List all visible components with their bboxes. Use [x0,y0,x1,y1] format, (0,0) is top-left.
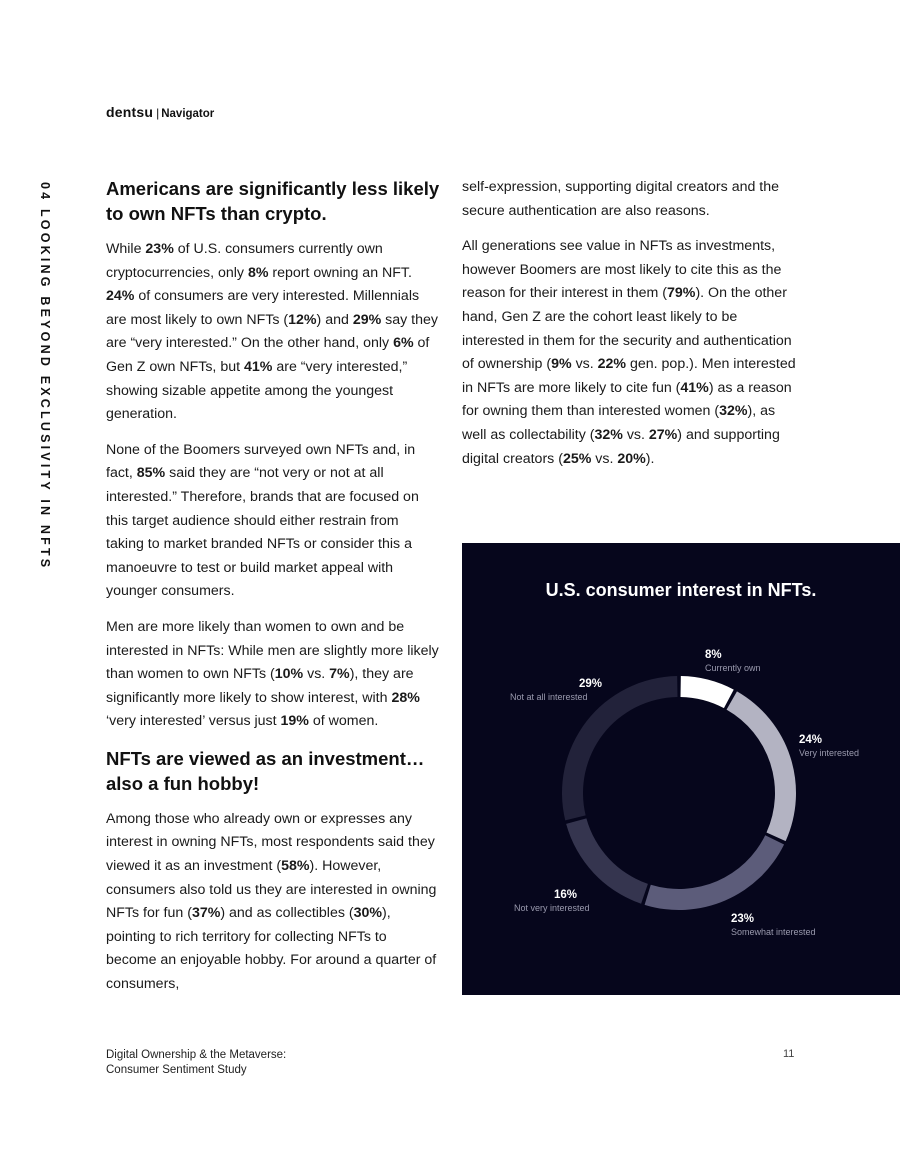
page-number: 11 [783,1048,795,1060]
donut-slice-currently-own [681,676,734,708]
paragraph-generations [462,235,802,471]
text-run: ), as well as collectability ( [462,403,776,443]
bold-figure: 28% [391,689,420,706]
text-run: Men are more likely than women to own and be interested in NFTs: While men are slightly more likely than women to own NFTs ( [106,618,439,683]
donut-slice-very-interested [727,691,796,841]
brand-header [106,104,214,120]
bold-figure: 41% [680,379,709,396]
text-run: self-expression, supporting digital creators and the secure authentication are also reasons. [462,179,780,219]
bold-figure: 12% [288,311,317,328]
text-run: None of the Boomers surveyed own NFTs and, in fact, [106,441,416,482]
donut-slice-somewhat-interested [645,835,784,910]
text-run: ) as a reason for owning them than interested women ( [462,379,792,420]
bold-figure: 10% [274,666,304,683]
bold-figure: 22% [597,356,627,373]
donut-slice-not-very-interested [566,818,648,903]
slice-category-label: Somewhat interested [731,927,816,937]
text-run: ). [645,450,655,467]
bold-figure: 27% [648,426,678,443]
slice-category-label: Very interested [799,748,860,758]
text-run: said they are “not very or not at all interested.” Therefore, brands that are focused on this target audience should either restrain from taking to market branded NFTs or consider this a manoeuvre to test or build market appeal with younger consumers. [106,465,419,600]
bold-figure: 24% [106,288,135,305]
bold-figure: 85% [136,465,166,482]
paragraph-boomers [106,439,440,604]
text-run: are “very interested,” showing sizable appetite among the youngest generation. [106,358,408,423]
heading-investment-hobby: NFTs are viewed as an investment… also a fun hobby! [106,747,425,794]
footer-line-2: Consumer Sentiment Study [106,1064,247,1076]
bold-figure: 37% [191,905,221,922]
text-run: ). On the other hand, Gen Z are the cohort least likely to be interested in them for the security and authentication of ownership ( [462,285,792,373]
text-run: of consumers are very interested. Millennials are most likely to own NFTs ( [106,288,420,328]
text-run: vs. [303,666,330,683]
slice-value-label: 16% [554,889,578,901]
slice-category-label: Currently own [705,663,761,673]
text-run: ‘very interested’ versus just [106,713,281,730]
bold-figure: 8% [247,264,269,281]
footer-title [106,1048,286,1078]
footer-line-1: Digital Ownership & the Metaverse: [106,1049,287,1061]
text-run: ), they are significantly more likely to show interest, with [106,666,414,706]
bold-figure: 32% [594,426,623,443]
bold-figure: 30% [353,905,383,922]
bold-figure: 41% [243,358,273,375]
bold-figure: 19% [280,713,309,730]
bold-figure: 7% [329,666,350,683]
text-run: vs. [591,450,618,467]
header-separator: | [156,106,160,120]
text-run: vs. [622,426,649,443]
text-run: of women. [308,713,379,730]
dentsu-logo: dentsu [106,104,154,120]
paragraph-men-vs-women [106,616,440,734]
text-run: Among those who already own or expresses any interest in owning NFTs, most respondents said they viewed it as an investment ( [106,810,435,875]
bold-figure: 25% [562,450,592,467]
bold-figure: 20% [617,450,646,467]
bold-figure: 6% [393,335,414,352]
text-run: While [106,241,146,257]
left-column [106,176,440,1009]
text-run: gen. pop.). Men interested in NFTs are more likely to cite fun ( [462,356,796,396]
slice-value-label: 8% [705,649,722,661]
text-run: ). However, consumers also told us they are interested in owning NFTs for fun ( [106,858,437,922]
chart-title: U.S. consumer interest in NFTs. [545,580,817,600]
paragraph-ownership-stats [106,238,440,427]
text-run: say they are “very interested.” On the other hand, only [106,311,438,352]
right-column [462,176,802,483]
text-run: report owning an NFT. [268,264,412,281]
text-run: ), pointing to rich territory for collecting NFTs to become an enjoyable hobby. For around a quarter of consumers, [106,905,437,993]
slice-value-label: 24% [799,734,823,746]
slice-value-label: 23% [731,913,755,925]
side-section-label: 04 LOOKING BEYOND EXCLUSIVITY IN NFTS [38,182,52,571]
donut-chart [462,543,900,995]
slice-category-label: Not at all interested [510,692,588,702]
text-run: ) and [316,311,353,328]
slice-value-label: 29% [579,678,603,690]
bold-figure: 23% [145,241,174,257]
text-run: ) and supporting digital creators ( [462,426,780,467]
text-run: of U.S. consumers currently own cryptocurrencies, only [106,241,383,281]
paragraph-reasons-continued [462,176,802,223]
bold-figure: 9% [551,356,572,373]
text-run: of Gen Z own NFTs, but [106,335,430,375]
text-run: ) and as collectibles ( [220,905,354,922]
slice-category-label: Not very interested [514,903,590,913]
heading-crypto-vs-nft: Americans are significantly less likely to own NFTs than crypto. [106,178,440,224]
text-run: All generations see value in NFTs as investments, however Boomers are most likely to cite this as the reason for their interest in them ( [462,238,782,302]
bold-figure: 32% [719,403,748,420]
bold-figure: 29% [352,311,382,328]
bold-figure: 79% [667,285,696,302]
bold-figure: 58% [281,858,310,875]
header-section-name: Navigator [161,108,215,120]
paragraph-reasons [106,808,440,997]
text-run: vs. [571,356,598,373]
